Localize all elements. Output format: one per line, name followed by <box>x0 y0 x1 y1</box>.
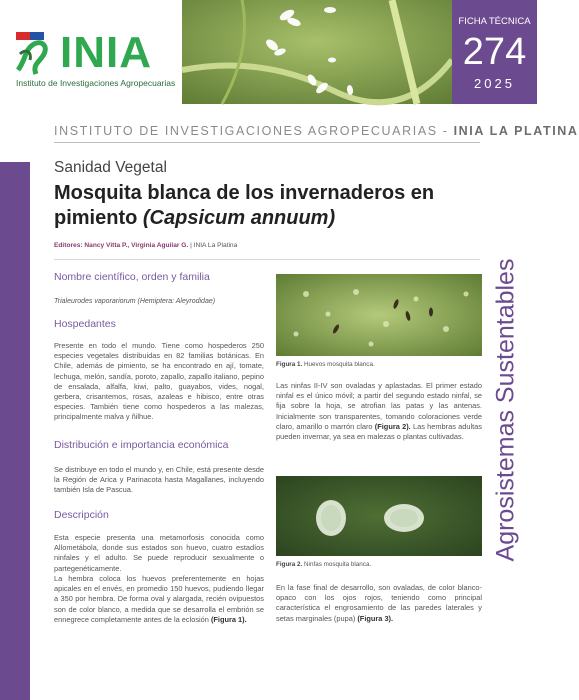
figure-1-caption-text: Huevos mosquita blanca. <box>302 361 375 368</box>
institute-name: INSTITUTO DE INVESTIGACIONES AGROPECUARIAS - <box>54 124 454 138</box>
left-accent-band <box>0 162 30 700</box>
ficha-number: 274 <box>462 31 527 73</box>
title-divider <box>54 259 480 260</box>
logo-area <box>0 0 182 104</box>
logo-subtitle: Instituto de Investigaciones Agropecuarias <box>16 78 176 88</box>
ficha-label: FICHA TÉCNICA <box>458 16 531 27</box>
figure-2-photo <box>276 476 482 556</box>
descripcion-text-2 <box>54 574 264 625</box>
distribucion-text: Se distribuye en todo el mundo y, en Chile, está presente desde la Región de Arica y Parinacota hasta Magallanes, incluyendo también Isla de Pascua. <box>54 465 264 495</box>
series-label-text: Agrosistemas Sustentables <box>491 258 520 562</box>
editors-label: Editores: <box>54 242 85 249</box>
descripcion-2-body: La hembra coloca los huevos preferentemente en hojas apicales en el envés, en promedio 150 huevos, pudiendo llegar a 350 por hembra. De forma oval y alargada, recién ovipuestos son de color blanco, a medida que se desarrolla el embrión se ennegrece completamente antes de la eclosión <box>54 574 264 624</box>
figure-2-caption-text: Ninfas mosquita blanca. <box>302 561 372 568</box>
vertical-series-label <box>490 230 522 585</box>
ninfas-body: Las ninfas II-IV son ovaladas y aplastadas. El primer estado ninfal es el único móvil; a partir del segundo estado ninfal, se fija sobre la hoja, se atrofian las patas y las antenas. Inicialmente son transparentes, tomando coloraciones verde claro, amarillo o marrón claro <box>276 381 482 431</box>
heading-hospedantes: Hospedantes <box>54 318 116 330</box>
header-divider <box>54 142 480 143</box>
inia-logo-mark <box>14 30 54 76</box>
descripcion-text: Esta especie presenta una metamorfosis conocida como Allometábola, donde sus estados son huevo, cuatro estadíos ninfales y el adulto. Se puede reproducir sexualmente o partegenéticamente. <box>54 533 264 573</box>
institute-banner <box>54 124 579 138</box>
heading-distribucion: Distribución e importancia económica <box>54 439 229 451</box>
ninfas-body-2: Las hembras adultas pueden invernar, ya sea en malezas o plantas cultivadas. <box>276 421 482 442</box>
logo-text: INIA <box>60 28 152 77</box>
leaf-photo-illustration <box>182 0 452 104</box>
ficha-year: 2025 <box>474 76 515 91</box>
figure-1-ref: (Figura 1). <box>210 614 247 624</box>
scientific-name-text: Trialeurodes vaporariorum (Hemiptera: Aleyrodidae) <box>54 298 216 305</box>
figure-1-caption <box>276 361 375 368</box>
figure-2-label: Figura 2. <box>276 561 303 568</box>
editors-names: Nancy Vitta P., Virginia Aguilar G. <box>84 242 189 249</box>
editors-org: | INIA La Platina <box>188 242 238 249</box>
figure-2-ref: (Figura 2). <box>374 421 411 431</box>
figure-1-label: Figura 1. <box>276 361 303 368</box>
ninfas-paragraph <box>276 381 482 442</box>
title-scientific: (Capsicum annuum) <box>142 207 336 229</box>
title-main: Mosquita blanca de los invernaderos en pimiento <box>54 182 435 229</box>
editors-line <box>54 242 237 249</box>
fase-final-paragraph <box>276 583 482 624</box>
header-photo <box>182 0 452 104</box>
figure-3-ref: (Figura 3). <box>357 613 394 623</box>
figure-1-photo <box>276 274 482 356</box>
section-label: Sanidad Vegetal <box>54 159 167 176</box>
heading-scientific-name: Nombre científico, orden y familia <box>54 271 210 283</box>
ficha-tecnica-box <box>452 0 537 104</box>
fase-final-body: En la fase final de desarrollo, son ovaladas, de color blanco-opaco con los ojos rojos, teniendo como principal característica el engrosamiento de las paredes laterales y setas marginales (pupa) <box>276 583 482 623</box>
hospedantes-text: Presente en todo el mundo. Tiene como hospederos 250 especies vegetales distribuidas en 82 familias botánicas. En Chile, además de pimiento, se ha encontrado en ají, tomate, lechuga, melón, sandía, poroto, zapallo, zapallo italiano, pepino de ensalada, alfalfa, kiwi, palto, guayabos, vides, nogal, gerbera, crisantemos, rosas, azaleas e hibisco, entre otras especies. También tiene como hospederos a las malezas, principalmente malva y ñilhue. <box>54 341 264 422</box>
article-title <box>54 181 474 231</box>
heading-descripcion: Descripción <box>54 509 109 521</box>
institute-unit: INIA LA PLATINA <box>453 124 579 138</box>
figure-2-caption <box>276 561 371 568</box>
